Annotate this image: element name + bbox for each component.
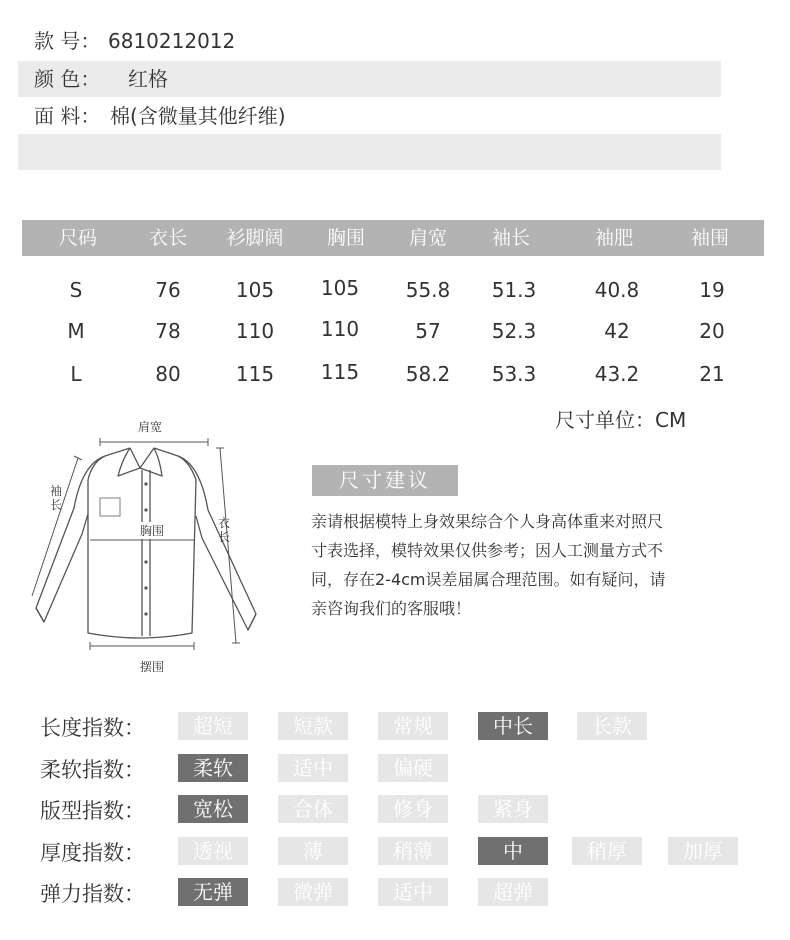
thickness-option: 稍厚 [572,837,642,865]
header-bicep: 袖肥 [594,227,634,249]
style-number-row [18,23,721,59]
fabric-value: 棉(含微量其他纤维) [110,104,286,128]
table-cell: 57 [415,319,441,343]
style-number-value: 6810212012 [108,29,236,53]
fit-option: 紧身 [478,795,548,823]
header-chest: 胸围 [326,227,366,249]
header-size: 尺码 [58,227,98,249]
header-shoulder: 肩宽 [408,227,448,249]
thickness-option-selected: 中 [478,837,548,865]
elasticity-index-label: 弹力指数： [40,882,145,906]
color-value: 红格 [128,67,168,91]
length-index-label: 长度指数： [40,716,145,740]
elasticity-option: 超弹 [478,878,548,906]
color-row [18,61,721,97]
advice-line: 亲咨询我们的客服哦！ [311,599,472,618]
advice-line: 同，存在2-4cm误差届属合理范围。如有疑问，请 [311,570,666,589]
softness-option: 适中 [278,754,348,782]
length-option: 短款 [278,712,348,740]
table-cell: 21 [699,362,725,386]
thickness-option: 加厚 [668,837,738,865]
diagram-shoulder-label: 肩宽 [138,420,163,434]
size-advice-title: 尺寸建议 [312,465,458,496]
shirt-measurement-diagram [30,418,270,680]
advice-line: 寸表选择，模特效果仅供参考；因人工测量方式不 [311,541,664,560]
table-cell: 43.2 [594,362,640,386]
shirt-outline-icon [30,418,270,680]
elasticity-option-selected: 无弹 [178,878,248,906]
header-cuff: 袖围 [690,227,730,249]
size-advice-text [311,507,731,623]
table-cell: 42 [604,319,630,343]
table-cell: M [67,319,85,343]
table-cell: 110 [320,317,360,341]
length-option: 长款 [577,712,647,740]
thickness-index-label: 厚度指数： [40,841,145,865]
diagram-length-label: 衣长 [218,516,231,544]
table-cell: 110 [235,319,275,343]
softness-option-selected: 柔软 [178,754,248,782]
fabric-label: 面 料： [34,104,101,128]
table-cell: 80 [155,362,181,386]
length-option: 常规 [378,712,448,740]
diagram-hem-label: 摆围 [140,660,165,674]
color-label: 颜 色： [34,67,101,91]
table-cell: 76 [155,278,181,302]
table-cell: 115 [320,360,360,384]
elasticity-option: 适中 [378,878,448,906]
header-length: 衣长 [148,227,188,249]
length-option: 超短 [178,712,248,740]
table-cell: 78 [155,319,181,343]
table-cell: 20 [699,319,725,343]
fit-option-selected: 宽松 [178,795,248,823]
fabric-row [18,98,721,134]
table-cell: 58.2 [405,362,451,386]
table-cell: 105 [235,278,275,302]
table-cell: 55.8 [405,278,451,302]
table-cell: S [69,278,83,302]
advice-line: 亲请根据模特上身效果综合个人身高体重来对照尺 [311,512,664,531]
fit-option: 合体 [278,795,348,823]
table-cell: 53.3 [491,362,537,386]
size-table-header [22,220,764,256]
table-cell: 19 [699,278,725,302]
softness-option: 偏硬 [378,754,448,782]
table-cell: 40.8 [594,278,640,302]
header-sleeve-length: 袖长 [491,227,531,249]
fit-index-label: 版型指数： [40,799,145,823]
style-number-label: 款 号： [34,29,101,53]
blank-info-row [18,134,721,170]
diagram-sleeve-label: 袖长 [50,484,63,512]
thickness-option: 稍薄 [378,837,448,865]
fit-option: 修身 [378,795,448,823]
softness-index-label: 柔软指数： [40,758,145,782]
thickness-option: 透视 [178,837,248,865]
elasticity-option: 微弹 [278,878,348,906]
table-cell: 52.3 [491,319,537,343]
header-hem-width: 衫脚阔 [226,227,284,249]
thickness-option: 薄 [278,837,348,865]
table-cell: 115 [235,362,275,386]
size-unit-note: 尺寸单位：CM [555,408,687,432]
table-cell: 105 [320,276,360,300]
table-cell: L [70,362,82,386]
diagram-chest-label: 胸围 [140,524,165,538]
length-option-selected: 中长 [478,712,548,740]
table-cell: 51.3 [491,278,537,302]
